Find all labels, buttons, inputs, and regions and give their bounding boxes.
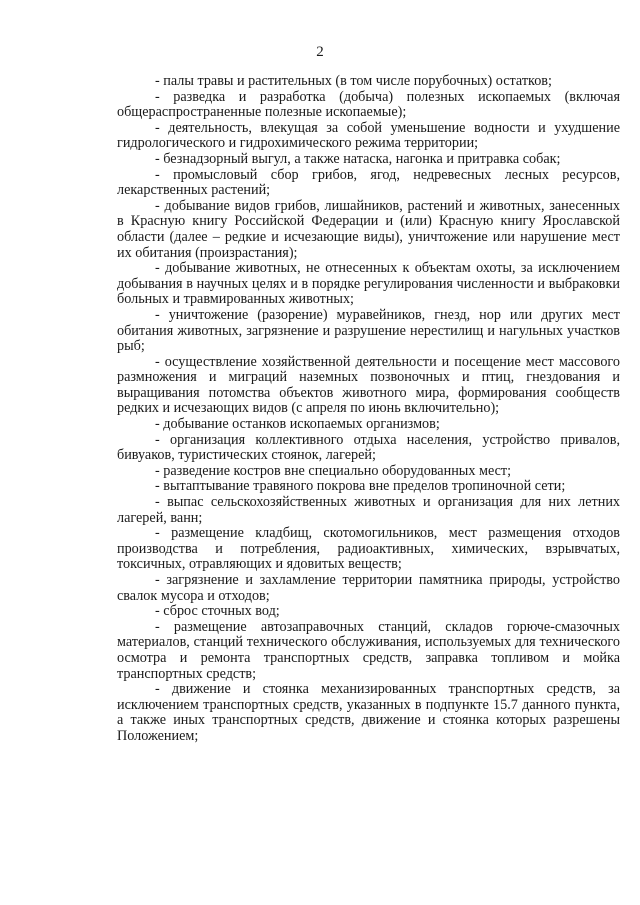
paragraph: - разведение костров вне специально оборудованных мест; — [155, 462, 512, 479]
paragraph: - добывание видов грибов, лишайников, растений и животных, занесенных в Красную книгу Российской Федерации и (или) Красную книгу Ярославской области (далее – редкие и исчезающие виды), уничтожение или нарушение мест их обитания (произрастания); — [117, 197, 620, 261]
paragraph: - организация коллективного отдыха населения, устройство привалов, бивуаков, туристических стоянок, лагерей; — [117, 431, 620, 464]
paragraph: - палы травы и растительных (в том числе порубочных) остатков; — [155, 73, 552, 89]
paragraph: - уничтожение (разорение) муравейников, гнезд, нор или других мест обитания животных, загрязнение и разрушение нерестилищ и нагульных участков рыб; — [117, 306, 620, 355]
paragraph: - вытаптывание травяного покрова вне пределов тропиночной сети; — [155, 478, 566, 495]
paragraph: - осуществление хозяйственной деятельности и посещение мест массового размножения и миграций наземных позвоночных и птиц, гнездования и выращивания потомства объектов животного мира, формирования сообществ редких и исчезающих видов (с апреля по июнь включительно); — [117, 353, 620, 417]
paragraph: - безнадзорный выгул, а также натаска, нагонка и притравка собак; — [155, 150, 561, 167]
paragraph: - загрязнение и захламление территории памятника природы, устройство свалок мусора и отходов; — [117, 572, 620, 604]
paragraph: - выпас сельскохозяйственных животных и организация для них летних лагерей, ванн; — [117, 494, 620, 526]
page-number: 2 — [316, 44, 324, 60]
paragraph: - деятельность, влекущая за собой уменьшение водности и ухудшение гидрологического и гидрохимического режима территории; — [117, 119, 620, 152]
paragraph: - размещение кладбищ, скотомогильников, мест размещения отходов производства и потребления, радиоактивных, химических, взрывчатых, токсичных, отравляющих и ядовитых веществ; — [117, 525, 620, 573]
paragraph: - размещение автозаправочных станций, складов горюче-смазочных материалов, станций технического обслуживания, используемых для технического осмотра и ремонта транспортных средств, заправка топливом и мойка транспортных средств; — [117, 618, 620, 682]
paragraph: - сброс сточных вод; — [155, 603, 280, 620]
body-text — [117, 74, 620, 745]
paragraph: - разведка и разработка (добыча) полезных ископаемых (включая общераспространенные полезные ископаемые); — [117, 88, 620, 121]
paragraph: - добывание животных, не отнесенных к объектам охоты, за исключением добывания в научных целях и в порядке регулирования численности и выбраковки больных и травмированных животных; — [117, 260, 620, 308]
paragraph: - добывание останков ископаемых организмов; — [155, 416, 440, 433]
paragraph: - движение и стоянка механизированных транспортных средств, за исключением транспортных средств, указанных в подпункте 15.7 данного пункта, а также иных транспортных средств, движение и стоянка которых разрешены Положением; — [117, 681, 620, 744]
paragraph: - промысловый сбор грибов, ягод, недревесных лесных ресурсов, лекарственных растений; — [117, 166, 620, 199]
